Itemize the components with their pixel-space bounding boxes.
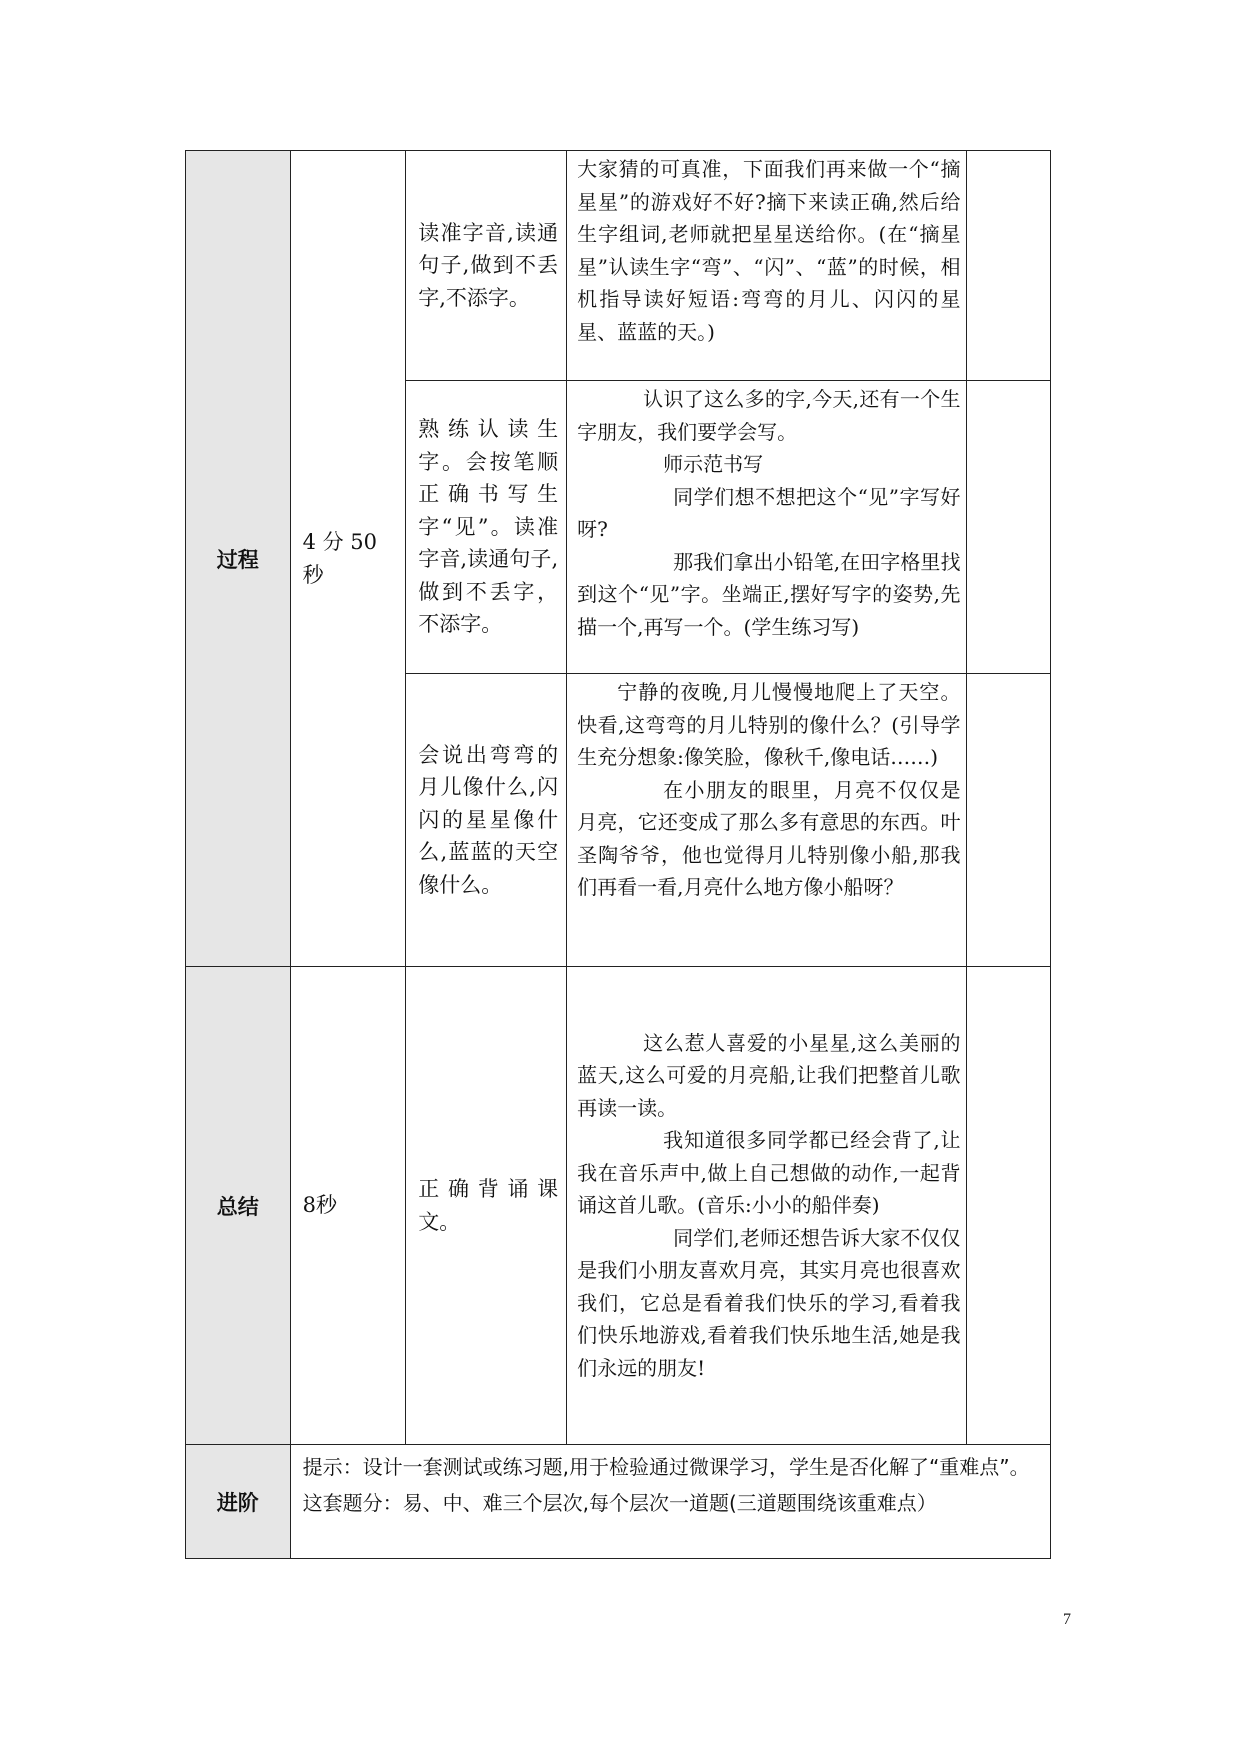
content-paragraph: 师示范书写 (663, 452, 764, 476)
content-paragraph: 同学们,老师还想告诉大家不仅仅是我们小朋友喜欢月亮，其实月亮也很喜欢我们，它总是看着我们快乐的学习,看着我们快乐地游戏,看着我们快乐地生活,她是我们永远的朋友! (577, 1225, 961, 1380)
note-cell (967, 151, 1051, 381)
content-paragraph: 认识了这么多的字,今天,还有一个生字朋友，我们要学会写。 (577, 387, 961, 444)
goal-cell: 熟练认读生字。会按笔顺正确书写生字“见”。读准字音,读通句子,做到不丢字，不添字。 (406, 381, 567, 674)
content-cell (567, 674, 967, 967)
content-paragraph: 宁静的夜晚,月儿慢慢地爬上了天空。快看,这弯弯的月儿特别的像什么？(引导学生充分想象:像笑脸，像秋千,像电话……) (577, 680, 961, 769)
goal-cell: 读准字音,读通句子,做到不丢字,不添字。 (406, 151, 567, 381)
advanced-row (186, 1445, 1051, 1559)
time-process: 4 分 50 秒 (290, 151, 406, 967)
content-cell (567, 151, 967, 381)
content-paragraph: 大家猜的可真准，下面我们再来做一个“摘星星”的游戏好不好?摘下来读正确,然后给生字组词,老师就把星星送给你。(在“摘星星”认读生字“弯”、“闪”、“蓝”的时候，相机指导读好短语:弯弯的月儿、闪闪的星星、蓝蓝的天。) (577, 157, 961, 344)
section-label-summary: 总结 (186, 967, 291, 1445)
note-cell (967, 967, 1051, 1445)
page-number: 7 (1063, 1611, 1071, 1628)
content-paragraph: 我知道很多同学都已经会背了,让我在音乐声中,做上自己想做的动作,一起背诵这首儿歌。(音乐:小小的船伴奏) (577, 1128, 961, 1218)
process-row-1 (186, 151, 1051, 381)
section-label-process: 过程 (186, 151, 291, 967)
lesson-plan-table (185, 150, 1051, 1559)
content-cell (567, 967, 967, 1445)
summary-row (186, 967, 1051, 1445)
hint-text: 提示：设计一套测试或练习题,用于检验通过微课学习，学生是否化解了“重难点”。这套题分：易、中、难三个层次,每个层次一道题(三道题围绕该重难点） (290, 1445, 1050, 1559)
section-label-advanced: 进阶 (186, 1445, 291, 1559)
note-cell (967, 381, 1051, 674)
content-paragraph: 那我们拿出小铅笔,在田字格里找到这个“见”字。坐端正,摆好写字的姿势,先描一个,再写一个。(学生练习写) (577, 549, 961, 639)
content-paragraph: 这么惹人喜爱的小星星,这么美丽的蓝天,这么可爱的月亮船,让我们把整首儿歌再读一读。 (577, 1030, 961, 1120)
time-summary: 8秒 (290, 967, 406, 1445)
goal-cell: 正确背诵课文。 (406, 967, 567, 1445)
content-cell (567, 381, 967, 674)
goal-cell: 会说出弯弯的月儿像什么,闪闪的星星像什么,蓝蓝的天空像什么。 (406, 674, 567, 967)
content-paragraph: 同学们想不想把这个“见”字写好呀? (577, 484, 961, 541)
note-cell (967, 674, 1051, 967)
content-paragraph: 在小朋友的眼里，月亮不仅仅是月亮，它还变成了那么多有意思的东西。叶圣陶爷爷，他也觉得月儿特别像小船,那我们再看一看,月亮什么地方像小船呀？ (577, 777, 961, 899)
